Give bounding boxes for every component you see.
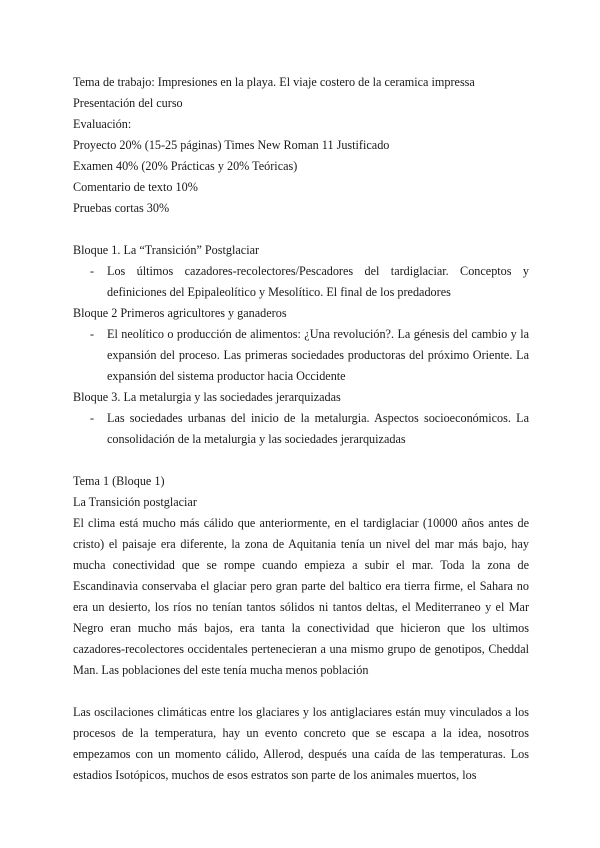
course-presentation-line: Presentación del curso	[73, 96, 183, 110]
block-1-bullet-text: Los últimos cazadores-recolectores/Pescadores del tardiglaciar. Conceptos y definiciones del Epipaleolítico y Mesolítico. El final de los predadores	[107, 264, 529, 299]
evaluation-project-line: Proyecto 20% (15-25 páginas) Times New Roman 11 Justificado	[73, 138, 390, 152]
block-1-bullet	[73, 261, 529, 303]
tema-heading: Tema 1 (Bloque 1)	[73, 474, 165, 488]
block-2-bullet	[73, 324, 529, 387]
document-body	[73, 72, 529, 786]
project-topic-line: Tema de trabajo: Impresiones en la playa. El viaje costero de la ceramica impressa	[73, 75, 475, 89]
tema-paragraph-2: Las oscilaciones climáticas entre los glaciares y los antiglaciares están muy vinculados a los procesos de la temperatura, hay un evento concreto que se escapa a la idea, nosotros empezamos con un momento cálido, Allerod, después una caída de las temperaturas. Los estadios Isotópicos, muchos de esos estratos son parte de los animales muertos, los	[73, 705, 529, 782]
block-1-title: Bloque 1. La “Transición” Postglaciar	[73, 243, 260, 257]
block-3-bullet-text: Las sociedades urbanas del inicio de la metalurgia. Aspectos socioeconómicos. La consolidación de la metalurgia y las sociedades jerarquizadas	[107, 411, 529, 446]
block-2-title: Bloque 2 Primeros agricultores y ganaderos	[73, 306, 287, 320]
spacer	[73, 681, 529, 702]
evaluation-heading: Evaluación:	[73, 117, 132, 131]
block-3-bullet	[73, 408, 529, 450]
spacer	[73, 219, 529, 240]
evaluation-commentary-line: Comentario de texto 10%	[73, 180, 198, 194]
bullet-dash: -	[90, 264, 95, 278]
bullet-dash: -	[90, 327, 95, 341]
tema-subheading: La Transición postglaciar	[73, 495, 197, 509]
evaluation-quizzes-line: Pruebas cortas 30%	[73, 201, 170, 215]
evaluation-exam-line: Examen 40% (20% Prácticas y 20% Teóricas)	[73, 159, 298, 173]
block-2-bullet-text: El neolítico o producción de alimentos: ¿Una revolución?. La génesis del cambio y la expansión del proceso. Las primeras sociedades productoras del próximo Oriente. La expansión del sistema productor hacia Occidente	[107, 327, 529, 383]
block-3-title: Bloque 3. La metalurgia y las sociedades jerarquizadas	[73, 390, 341, 404]
tema-paragraph-1: El clima está mucho más cálido que anteriormente, en el tardiglaciar (10000 años antes de cristo) el paisaje era diferente, la zona de Aquitania tenía un nivel del mar más bajo, hay mucha conectividad que se rompe cuando empieza a subir el mar. Toda la zona de Escandinavia conservaba el glaciar pero gran parte del baltico era tierra firme, el Sahara no era un desierto, los ríos no tenían tantos sólidos ni tantos deltas, el Mediterraneo y el Mar Negro eran mucho más bajos, era tanta la conectividad que hicieron que los ultimos cazadores-recolectores occidentales pertenecieran a una mismo grupo de genotipos, Cheddal Man. Las poblaciones del este tenía mucha menos población	[73, 516, 529, 677]
bullet-dash: -	[90, 411, 95, 425]
spacer	[73, 450, 529, 471]
